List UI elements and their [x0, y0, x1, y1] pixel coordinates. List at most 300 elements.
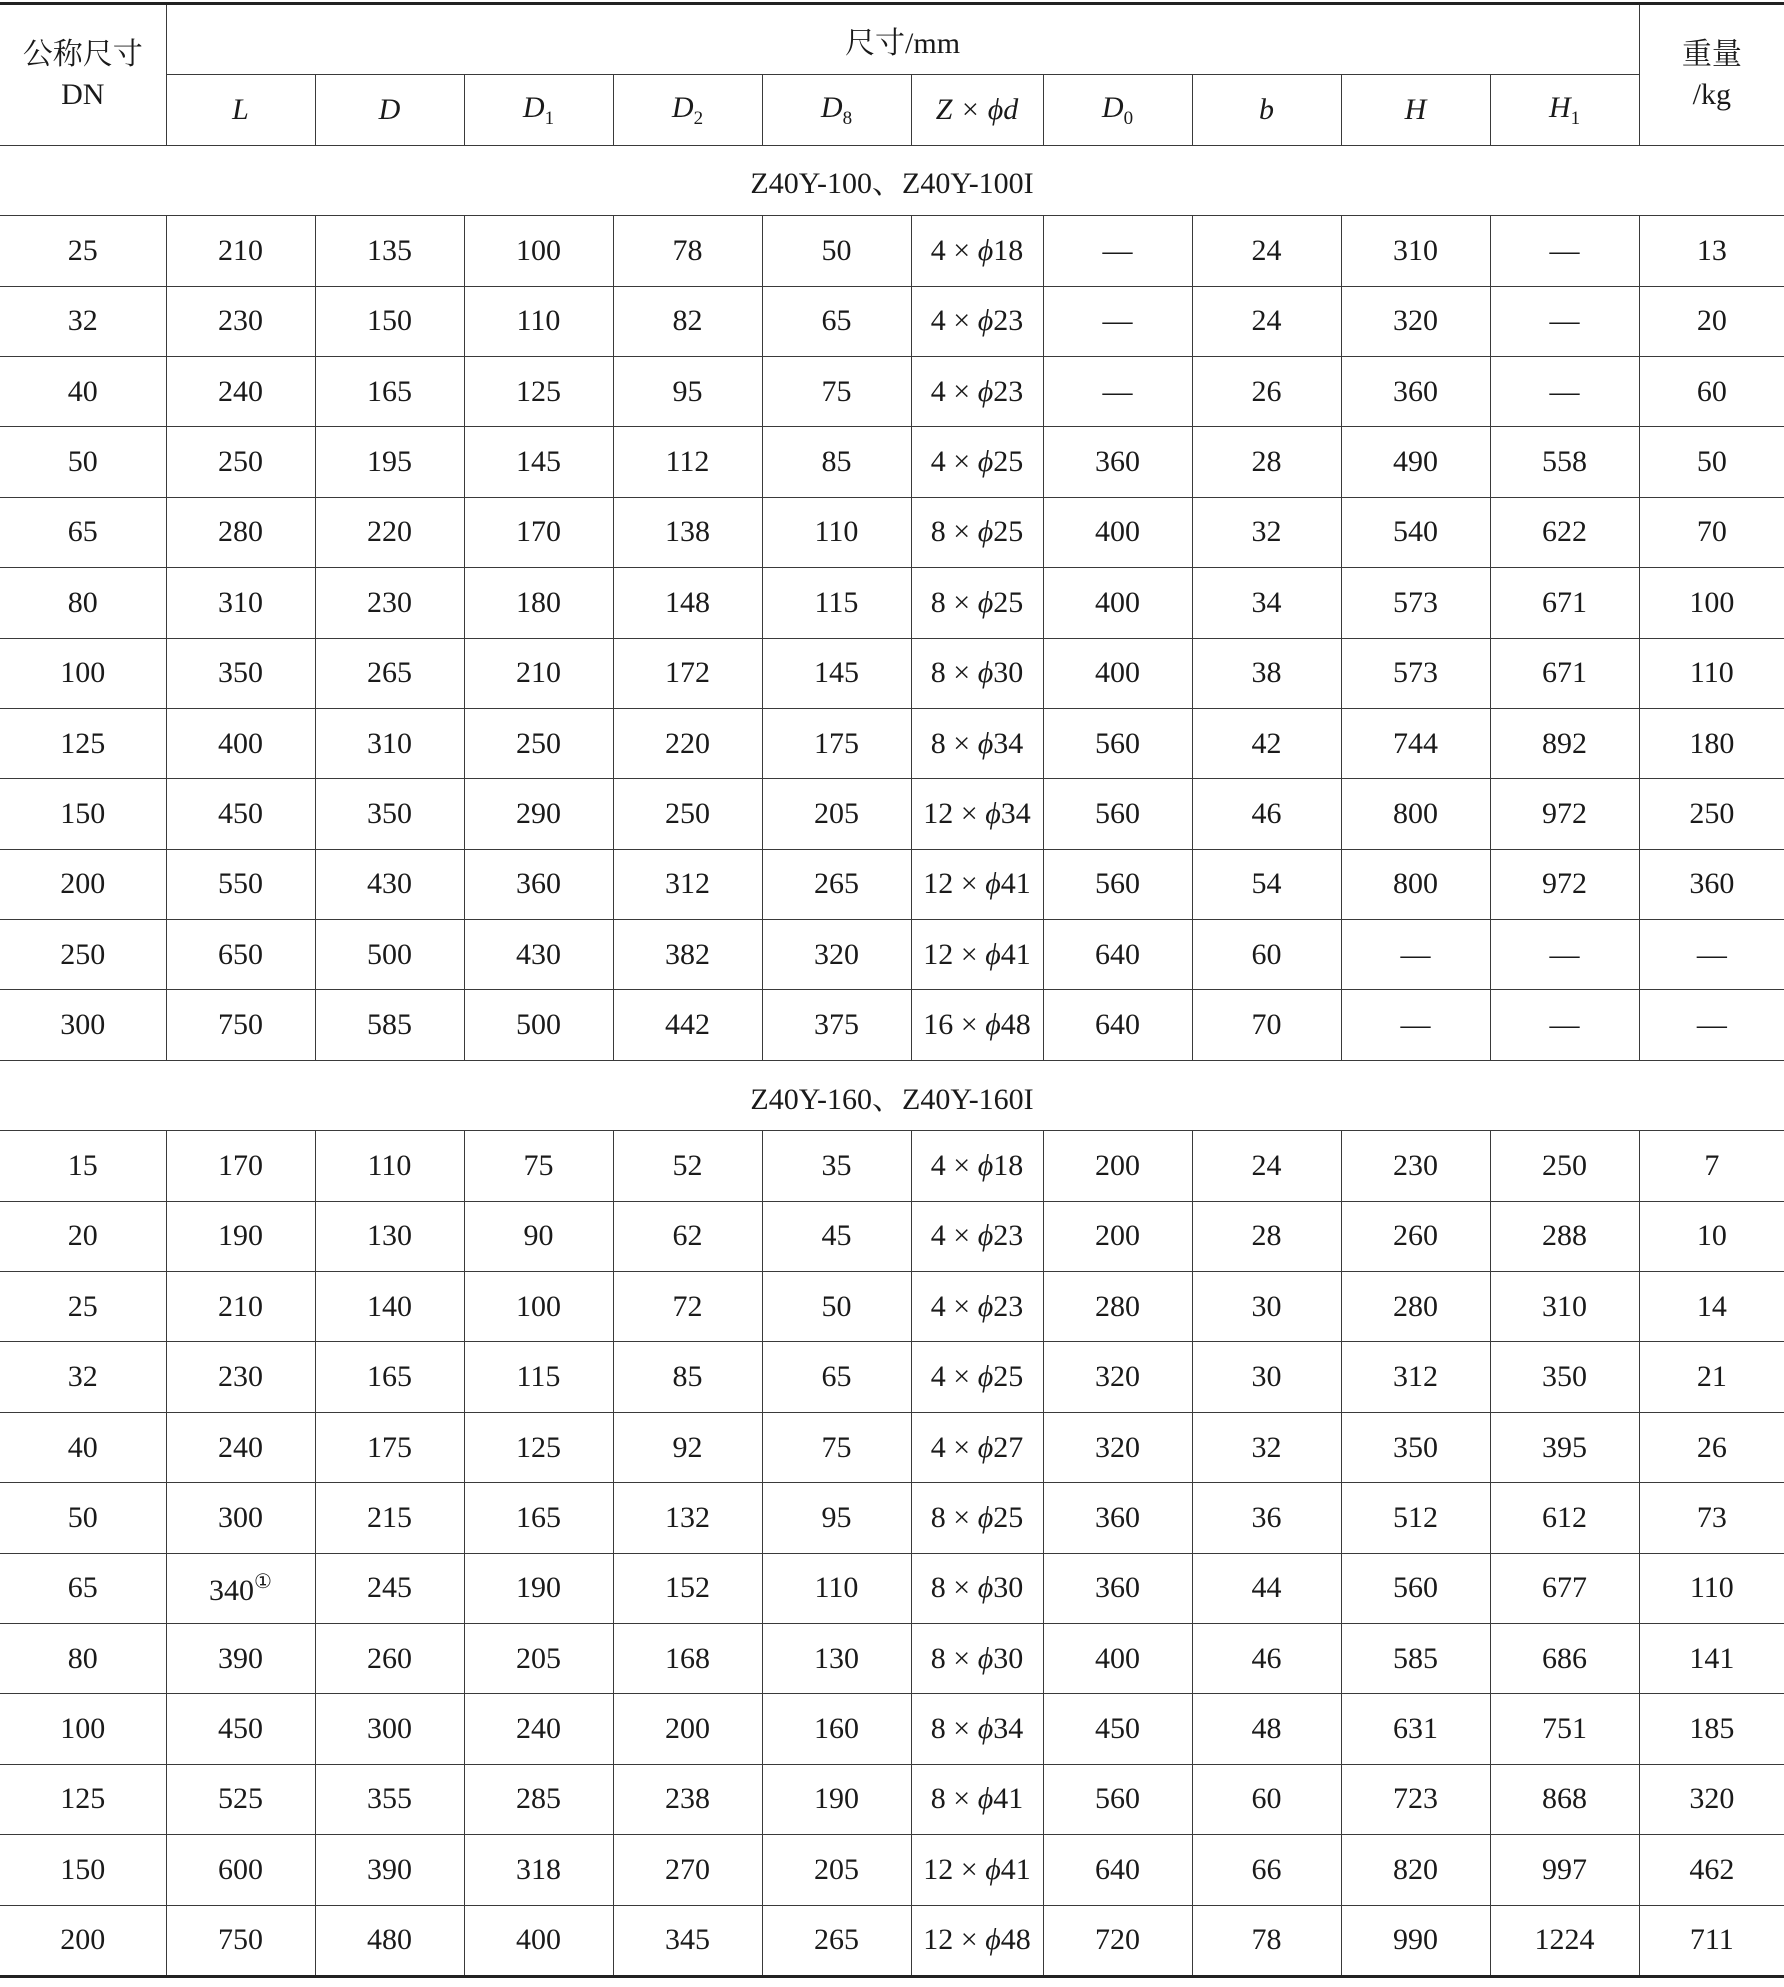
phi-symbol: ϕ — [977, 1360, 994, 1394]
table-cell: 997 — [1490, 1835, 1639, 1905]
table-cell: 24 — [1192, 1131, 1341, 1201]
table-cell: 340① — [166, 1553, 315, 1623]
table-cell: 640 — [1043, 990, 1192, 1060]
table-cell: 24 — [1192, 216, 1341, 286]
table-cell: 4 × ϕ23 — [911, 286, 1043, 356]
phi-symbol: ϕ — [985, 1923, 1001, 1957]
table-cell: 30 — [1192, 1342, 1341, 1412]
table-cell: 350 — [1341, 1412, 1490, 1482]
table-cell: 62 — [613, 1201, 762, 1271]
table-cell: 125 — [0, 708, 166, 778]
table-cell: 390 — [315, 1835, 464, 1905]
table-cell: 8 × ϕ30 — [911, 638, 1043, 708]
table-cell: 868 — [1490, 1764, 1639, 1834]
table-cell: 400 — [166, 708, 315, 778]
table-cell: — — [1043, 286, 1192, 356]
table-cell: 345 — [613, 1905, 762, 1976]
table-cell: 200 — [1043, 1201, 1192, 1271]
table-cell: 130 — [315, 1201, 464, 1271]
table-cell: — — [1490, 216, 1639, 286]
table-cell: 800 — [1341, 779, 1490, 849]
table-cell: 125 — [0, 1764, 166, 1834]
table-cell: 350 — [1490, 1342, 1639, 1412]
header-col-H-text: H — [1404, 93, 1427, 127]
table-cell: 450 — [1043, 1694, 1192, 1764]
table-row — [0, 779, 1784, 849]
table-cell: 78 — [613, 216, 762, 286]
table-cell: 148 — [613, 568, 762, 638]
table-cell: 52 — [613, 1131, 762, 1201]
table-cell: 65 — [0, 1553, 166, 1623]
table-cell: 8 × ϕ25 — [911, 1483, 1043, 1553]
table-cell: 50 — [0, 427, 166, 497]
header-col-Zd — [911, 75, 1043, 145]
phi-symbol: ϕ — [977, 726, 994, 760]
table-cell: 8 × ϕ30 — [911, 1553, 1043, 1623]
table-row — [0, 497, 1784, 567]
table-cell: 8 × ϕ25 — [911, 497, 1043, 567]
table-cell: 190 — [166, 1201, 315, 1271]
table-row — [0, 1553, 1784, 1623]
table-cell: 585 — [315, 990, 464, 1060]
table-cell: 38 — [1192, 638, 1341, 708]
table-cell: 110 — [762, 497, 911, 567]
table-cell: 32 — [0, 1342, 166, 1412]
table-cell: 60 — [1639, 356, 1784, 426]
phi-symbol: ϕ — [977, 374, 994, 408]
table-cell: 360 — [1341, 356, 1490, 426]
table-row — [0, 427, 1784, 497]
table-cell: 310 — [315, 708, 464, 778]
table-cell: 210 — [464, 638, 613, 708]
table-row — [0, 356, 1784, 426]
table-cell: 195 — [315, 427, 464, 497]
table-cell: 250 — [613, 779, 762, 849]
table-cell: 8 × ϕ30 — [911, 1623, 1043, 1693]
table-cell: 312 — [613, 849, 762, 919]
table-cell: 14 — [1639, 1272, 1784, 1342]
table-cell: 50 — [762, 1272, 911, 1342]
table-cell: 145 — [762, 638, 911, 708]
table-cell: 10 — [1639, 1201, 1784, 1271]
table-cell: 260 — [315, 1623, 464, 1693]
table-cell: 300 — [0, 990, 166, 1060]
header-col-D0-sub: 0 — [1123, 107, 1134, 129]
table-cell: 558 — [1490, 427, 1639, 497]
table-cell: 13 — [1639, 216, 1784, 286]
table-cell: 200 — [0, 849, 166, 919]
table-cell: 240 — [464, 1694, 613, 1764]
phi-symbol: ϕ — [985, 867, 1001, 901]
table-cell: 48 — [1192, 1694, 1341, 1764]
table-cell: 360 — [1639, 849, 1784, 919]
table-cell: 382 — [613, 920, 762, 990]
table-cell: 300 — [166, 1483, 315, 1553]
table-cell: 170 — [464, 497, 613, 567]
table-cell: 250 — [1490, 1131, 1639, 1201]
table-row — [0, 1764, 1784, 1834]
header-weight — [1639, 4, 1784, 146]
table-cell: 7 — [1639, 1131, 1784, 1201]
table-cell: 265 — [762, 1905, 911, 1976]
table-cell: 310 — [1490, 1272, 1639, 1342]
phi-symbol: ϕ — [985, 1852, 1001, 1886]
table-cell: 4 × ϕ27 — [911, 1412, 1043, 1482]
table-cell: 245 — [315, 1553, 464, 1623]
header-col-D — [315, 75, 464, 145]
table-cell: 110 — [762, 1553, 911, 1623]
table-cell: 220 — [315, 497, 464, 567]
table-cell: 230 — [315, 568, 464, 638]
table-cell: 72 — [613, 1272, 762, 1342]
table-cell: 125 — [464, 1412, 613, 1482]
table-row — [0, 1694, 1784, 1764]
table-cell: 360 — [464, 849, 613, 919]
header-col-H1 — [1490, 75, 1639, 145]
table-cell: 180 — [464, 568, 613, 638]
table-row — [0, 568, 1784, 638]
table-cell: — — [1341, 990, 1490, 1060]
table-cell: 160 — [762, 1694, 911, 1764]
table-cell: 230 — [1341, 1131, 1490, 1201]
table-row — [0, 1835, 1784, 1905]
table-cell: 310 — [166, 568, 315, 638]
table-cell: 168 — [613, 1623, 762, 1693]
table-cell: 115 — [762, 568, 911, 638]
table-cell: 560 — [1043, 708, 1192, 778]
header-col-D0-base: D — [1101, 90, 1124, 124]
table-cell: 190 — [762, 1764, 911, 1834]
table-cell: 560 — [1043, 849, 1192, 919]
table-cell: 180 — [1639, 708, 1784, 778]
table-cell: 250 — [464, 708, 613, 778]
table-cell: 671 — [1490, 638, 1639, 708]
table-cell: 711 — [1639, 1905, 1784, 1976]
table-cell: 200 — [1043, 1131, 1192, 1201]
table-cell: 141 — [1639, 1623, 1784, 1693]
header-nominal-size-dn: DN — [61, 77, 105, 111]
table-cell: 355 — [315, 1764, 464, 1834]
group-title: Z40Y-100、Z40Y-100I — [0, 145, 1784, 215]
table-cell: 46 — [1192, 779, 1341, 849]
phi-symbol: ϕ — [977, 1571, 994, 1605]
phi-symbol: ϕ — [977, 304, 994, 338]
header-col-D2-base: D — [671, 90, 694, 124]
table-cell: 512 — [1341, 1483, 1490, 1553]
phi-symbol: ϕ — [985, 937, 1001, 971]
footnote-mark: ① — [254, 1570, 272, 1593]
table-row — [0, 708, 1784, 778]
table-cell: 165 — [464, 1483, 613, 1553]
table-cell: 205 — [762, 779, 911, 849]
header-col-b-text: b — [1259, 93, 1274, 127]
table-cell: 972 — [1490, 779, 1639, 849]
table-cell: 100 — [464, 1272, 613, 1342]
table-cell: 677 — [1490, 1553, 1639, 1623]
table-cell: 820 — [1341, 1835, 1490, 1905]
table-cell: 92 — [613, 1412, 762, 1482]
table-cell: 21 — [1639, 1342, 1784, 1412]
header-col-H1-sub: 1 — [1570, 107, 1581, 129]
table-cell: 140 — [315, 1272, 464, 1342]
table-cell: 250 — [1639, 779, 1784, 849]
table-row — [0, 1272, 1784, 1342]
table-cell: 631 — [1341, 1694, 1490, 1764]
table-cell: 12 × ϕ41 — [911, 1835, 1043, 1905]
phi-symbol: ϕ — [985, 1008, 1001, 1042]
table-cell: 270 — [613, 1835, 762, 1905]
table-cell: 972 — [1490, 849, 1639, 919]
table-cell: 310 — [1341, 216, 1490, 286]
phi-symbol: ϕ — [977, 656, 994, 690]
table-cell: 560 — [1341, 1553, 1490, 1623]
table-cell: — — [1490, 990, 1639, 1060]
table-cell: 230 — [166, 286, 315, 356]
header-col-D2-sub: 2 — [693, 107, 704, 129]
table-cell: 90 — [464, 1201, 613, 1271]
table-cell: 320 — [1639, 1764, 1784, 1834]
table-cell: 73 — [1639, 1483, 1784, 1553]
table-cell: 250 — [0, 920, 166, 990]
table-cell: 24 — [1192, 286, 1341, 356]
table-cell: 240 — [166, 356, 315, 426]
table-cell: 26 — [1192, 356, 1341, 426]
table-cell: 200 — [613, 1694, 762, 1764]
table-cell: 750 — [166, 990, 315, 1060]
table-cell: 540 — [1341, 497, 1490, 567]
table-cell: 35 — [762, 1131, 911, 1201]
header-weight-cn: 重量 — [1681, 37, 1742, 71]
table-row — [0, 1342, 1784, 1412]
table-cell: 560 — [1043, 779, 1192, 849]
table-cell: 238 — [613, 1764, 762, 1834]
table-cell: 4 × ϕ23 — [911, 1201, 1043, 1271]
table-row — [0, 286, 1784, 356]
table-cell: 300 — [315, 1694, 464, 1764]
table-cell: 312 — [1341, 1342, 1490, 1412]
table-cell: 280 — [166, 497, 315, 567]
header-nominal-size — [0, 4, 166, 146]
table-cell: 32 — [1192, 1412, 1341, 1482]
table-cell: 650 — [166, 920, 315, 990]
phi-symbol: ϕ — [977, 1641, 994, 1675]
table-cell: 115 — [464, 1342, 613, 1412]
table-cell: 573 — [1341, 568, 1490, 638]
table-cell: 8 × ϕ34 — [911, 708, 1043, 778]
valve-dimension-table — [0, 2, 1784, 1978]
table-cell: 280 — [1043, 1272, 1192, 1342]
table-cell: 400 — [1043, 1623, 1192, 1693]
header-col-b — [1192, 75, 1341, 145]
table-cell: 150 — [0, 779, 166, 849]
table-cell: 25 — [0, 1272, 166, 1342]
table-cell: — — [1490, 356, 1639, 426]
table-cell: 44 — [1192, 1553, 1341, 1623]
table-cell: 250 — [166, 427, 315, 497]
phi-symbol: ϕ — [977, 445, 994, 479]
table-cell: 240 — [166, 1412, 315, 1482]
table-cell: 150 — [0, 1835, 166, 1905]
table-cell: 480 — [315, 1905, 464, 1976]
table-cell: 612 — [1490, 1483, 1639, 1553]
table-cell: 110 — [1639, 638, 1784, 708]
header-col-D-text: D — [378, 93, 401, 127]
table-cell: 75 — [464, 1131, 613, 1201]
table-cell: 170 — [166, 1131, 315, 1201]
table-cell: 400 — [464, 1905, 613, 1976]
table-cell: 125 — [464, 356, 613, 426]
table-cell: 130 — [762, 1623, 911, 1693]
phi-symbol: ϕ — [977, 233, 994, 267]
table-row — [0, 1905, 1784, 1976]
table-cell: 550 — [166, 849, 315, 919]
table-cell: 40 — [0, 356, 166, 426]
header-col-D0 — [1043, 75, 1192, 145]
table-cell: 360 — [1043, 1553, 1192, 1623]
header-col-L — [166, 75, 315, 145]
table-cell: 350 — [166, 638, 315, 708]
table-cell: — — [1639, 920, 1784, 990]
table-cell: 210 — [166, 1272, 315, 1342]
table-cell: 450 — [166, 779, 315, 849]
table-row — [0, 1412, 1784, 1482]
table-cell: 40 — [0, 1412, 166, 1482]
table-cell: 65 — [762, 1342, 911, 1412]
table-cell: 60 — [1192, 920, 1341, 990]
table-cell: — — [1043, 356, 1192, 426]
table-cell: 500 — [315, 920, 464, 990]
table-cell: 50 — [762, 216, 911, 286]
table-cell: 360 — [1043, 427, 1192, 497]
table-cell: 720 — [1043, 1905, 1192, 1976]
table-cell: 12 × ϕ34 — [911, 779, 1043, 849]
table-cell: 12 × ϕ48 — [911, 1905, 1043, 1976]
table-cell: 75 — [762, 1412, 911, 1482]
phi-symbol: ϕ — [985, 796, 1001, 830]
table-row — [0, 1131, 1784, 1201]
table-cell: 110 — [315, 1131, 464, 1201]
table-cell: 205 — [762, 1835, 911, 1905]
table-cell: 560 — [1043, 1764, 1192, 1834]
table-row — [0, 1623, 1784, 1693]
table-cell: 462 — [1639, 1835, 1784, 1905]
table-cell: 400 — [1043, 638, 1192, 708]
table-cell: — — [1490, 286, 1639, 356]
table-cell: 54 — [1192, 849, 1341, 919]
table-cell: 70 — [1192, 990, 1341, 1060]
table-cell: 4 × ϕ25 — [911, 427, 1043, 497]
table-cell: — — [1043, 216, 1192, 286]
header-col-L-text: L — [232, 93, 249, 127]
table-cell: 12 × ϕ41 — [911, 849, 1043, 919]
header-col-Zd-text: Z × ϕd — [935, 93, 1019, 127]
table-cell: 4 × ϕ23 — [911, 1272, 1043, 1342]
table-cell: 65 — [0, 497, 166, 567]
table-cell: 42 — [1192, 708, 1341, 778]
table-cell: 46 — [1192, 1623, 1341, 1693]
table-cell: 892 — [1490, 708, 1639, 778]
table-cell: 145 — [464, 427, 613, 497]
table-row — [0, 849, 1784, 919]
header-col-D2 — [613, 75, 762, 145]
table-cell: 350 — [315, 779, 464, 849]
table-cell: 220 — [613, 708, 762, 778]
table-cell: — — [1341, 920, 1490, 990]
table-cell: 34 — [1192, 568, 1341, 638]
table-cell: 4 × ϕ25 — [911, 1342, 1043, 1412]
table-cell: 20 — [1639, 286, 1784, 356]
table-cell: 395 — [1490, 1412, 1639, 1482]
table-cell: — — [1490, 920, 1639, 990]
table-cell: 132 — [613, 1483, 762, 1553]
table-cell: 110 — [464, 286, 613, 356]
table-cell: 78 — [1192, 1905, 1341, 1976]
table-cell: 8 × ϕ34 — [911, 1694, 1043, 1764]
table-cell: 80 — [0, 568, 166, 638]
table-cell: 4 × ϕ23 — [911, 356, 1043, 426]
group-header-row — [0, 1060, 1784, 1130]
table-cell: 100 — [1639, 568, 1784, 638]
header-col-H1-base: H — [1548, 90, 1571, 124]
table-cell: 85 — [762, 427, 911, 497]
table-cell: 990 — [1341, 1905, 1490, 1976]
table-cell: 265 — [315, 638, 464, 708]
table-header — [0, 4, 1784, 146]
table-cell: 75 — [762, 356, 911, 426]
table-cell: 285 — [464, 1764, 613, 1834]
table-cell: 152 — [613, 1553, 762, 1623]
table-cell: 640 — [1043, 1835, 1192, 1905]
table-row — [0, 920, 1784, 990]
header-col-D8 — [762, 75, 911, 145]
table-cell: 150 — [315, 286, 464, 356]
table-cell: 100 — [0, 638, 166, 708]
table-cell: 95 — [613, 356, 762, 426]
table-cell: 318 — [464, 1835, 613, 1905]
table-cell: 400 — [1043, 568, 1192, 638]
group-title: Z40Y-160、Z40Y-160I — [0, 1060, 1784, 1130]
table-cell: 442 — [613, 990, 762, 1060]
table-cell: 4 × ϕ18 — [911, 216, 1043, 286]
table-cell: 185 — [1639, 1694, 1784, 1764]
table-cell: 16 × ϕ48 — [911, 990, 1043, 1060]
table-cell: 686 — [1490, 1623, 1639, 1693]
table-cell: 4 × ϕ18 — [911, 1131, 1043, 1201]
table-cell: 26 — [1639, 1412, 1784, 1482]
header-col-H — [1341, 75, 1490, 145]
phi-symbol: ϕ — [977, 585, 994, 619]
table-cell: 85 — [613, 1342, 762, 1412]
table-cell: 320 — [1341, 286, 1490, 356]
table-row — [0, 638, 1784, 708]
table-cell: 320 — [1043, 1412, 1192, 1482]
table-cell: 25 — [0, 216, 166, 286]
table-cell: 280 — [1341, 1272, 1490, 1342]
table-cell: 82 — [613, 286, 762, 356]
table-cell: 165 — [315, 1342, 464, 1412]
table-cell: 32 — [0, 286, 166, 356]
table-cell: 165 — [315, 356, 464, 426]
header-dimensions-group: 尺寸/mm — [166, 4, 1639, 75]
table-cell: 288 — [1490, 1201, 1639, 1271]
phi-symbol: ϕ — [977, 1712, 994, 1746]
table-cell: 751 — [1490, 1694, 1639, 1764]
table-cell: 28 — [1192, 427, 1341, 497]
table-cell: 490 — [1341, 427, 1490, 497]
table-row — [0, 990, 1784, 1060]
table-cell: 400 — [1043, 497, 1192, 567]
table-cell: 360 — [1043, 1483, 1192, 1553]
